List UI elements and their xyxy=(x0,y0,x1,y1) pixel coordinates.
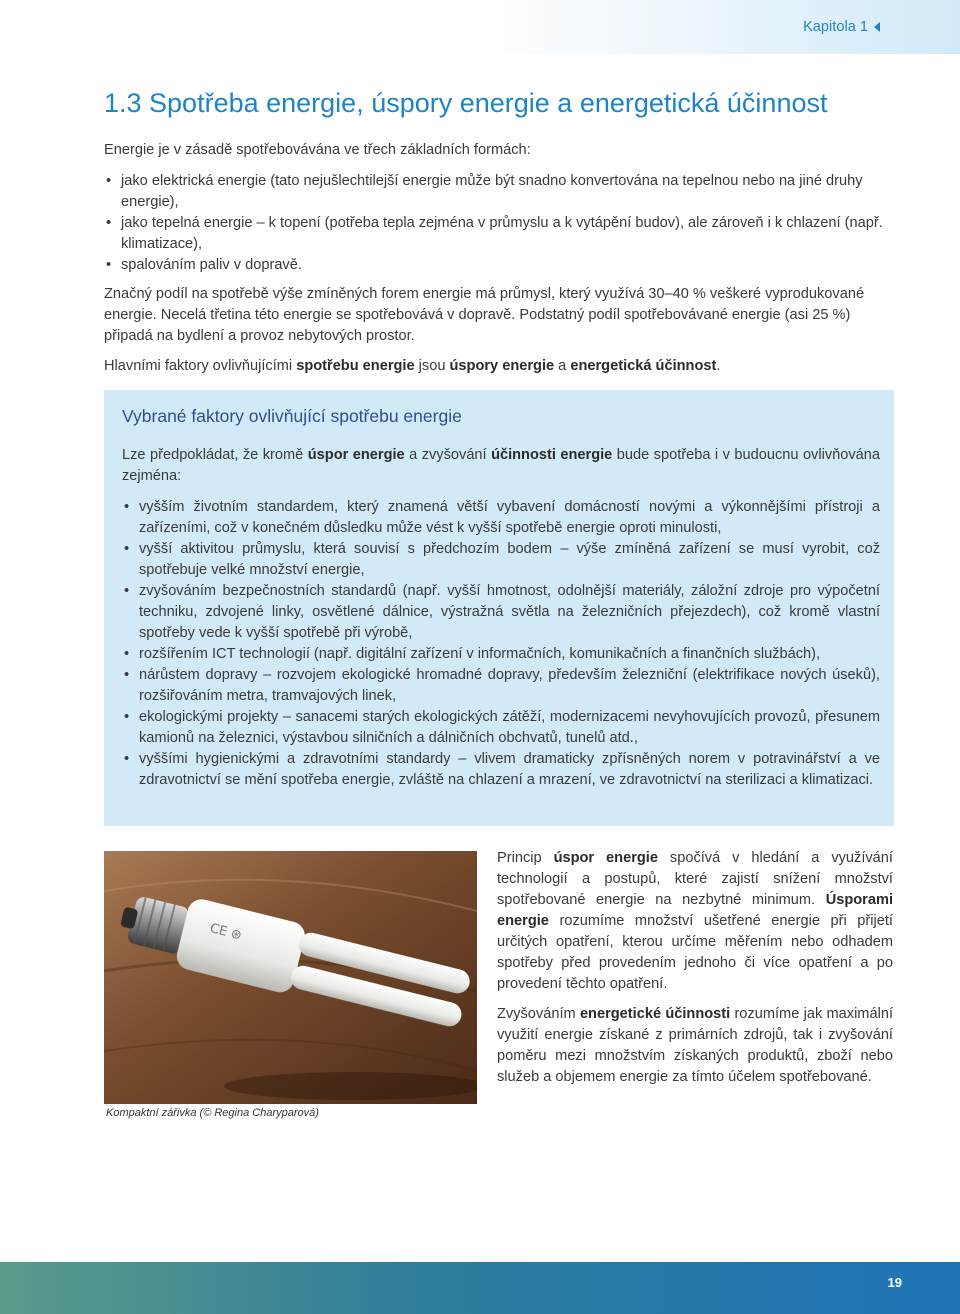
text-run: a zvyšování xyxy=(404,447,492,463)
text-run: . xyxy=(716,358,721,374)
section-title: 1.3 Spotřeba energie, úspory energie a energetická účinnost xyxy=(104,88,828,118)
chapter-label: Kapitola 1 xyxy=(803,18,868,35)
list-item: • rozšířením ICT technologií (např. digitální zařízení v informačních, komunikačních a finančních službách), xyxy=(122,644,880,665)
text-run: a xyxy=(554,358,571,374)
text-run: spočívá v hledání a využívání technologií a postupů, které zajistí snížení množství spotřebované energie na nezbytné minimum. xyxy=(497,850,893,908)
list-item: • zvyšováním bezpečnostních standardů (např. vyšší hmotnost, odolnější materiály, záložní zdroje pro výpočetní techniku, zdvojené linky, osvětlené dálnice, výstražná světla na železničních přejezdech), což kromě vlastní spotřeby vede k vyšší spotřebě při výrobě, xyxy=(122,581,880,644)
list-item: • vyšší aktivitou průmyslu, která souvisí s předchozím bodem – výše zmíněná zařízení se musí vyrobit, což spotřebuje velké množství energie, xyxy=(122,539,880,581)
list-item: • spalováním paliv v dopravě. xyxy=(104,255,894,276)
bold-term: úspor energie xyxy=(307,447,405,463)
paragraph-factors xyxy=(104,356,894,377)
bold-term: energetická účinnost xyxy=(570,358,717,374)
energy-forms-list xyxy=(104,171,894,276)
list-item: • jako elektrická energie (tato nejušlechtilejší energie může být snadno konvertována na tepelnou nebo na jiné druhy energie), xyxy=(104,171,894,213)
triangle-left-icon xyxy=(874,22,880,32)
list-item: • nárůstem dopravy – rozvojem ekologické hromadné dopravy, především železniční (elektrifikace nových úseků), rozšiřováním metra, tramvajových linek, xyxy=(122,665,880,707)
factors-list xyxy=(122,497,880,791)
text-run: Hlavními faktory ovlivňujícími xyxy=(104,358,297,374)
side-paragraph-savings xyxy=(497,848,893,995)
lead-text: Energie je v zásadě spotřebovávána ve třech základních formách: xyxy=(104,142,531,158)
text-run: rozumíme jak maximální využití energie získané z primárních zdrojů, tak i zvyšování poměru mezi množstvím získaných produktů, zboží nebo služeb a objemem energie za tímto účelem spotřebované. xyxy=(497,1006,893,1085)
side-paragraph-efficiency xyxy=(497,1004,893,1088)
text-run: Lze předpokládat, že kromě xyxy=(122,447,308,463)
bold-term: úspor energie xyxy=(553,850,658,866)
page-number: 19 xyxy=(887,1275,902,1290)
compact-fluorescent-lamp-image xyxy=(104,851,477,1104)
chapter-indicator[interactable] xyxy=(770,0,960,54)
text-run: jsou xyxy=(414,358,450,374)
figure-caption: Kompaktní zářivka (© Regina Charyparová) xyxy=(106,1107,319,1119)
text-run: rozumíme množství ušetřené energie při přijetí určitých opatření, kterou určíme měřením nebo odhadem spotřeby před provedením jednoho či více opatření a po provedení těchto opatření. xyxy=(497,913,893,992)
text-run: Princip xyxy=(497,850,554,866)
bold-term: energetické účinnosti xyxy=(579,1006,731,1022)
info-box-intro xyxy=(122,445,880,487)
lamp-photo xyxy=(104,851,477,1104)
list-item: • jako tepelná energie – k topení (potřeba tepla zejména v průmyslu a k vytápění budov), ale zároveň i k chlazení (např. klimatizace), xyxy=(104,213,894,255)
bold-term: úspory energie xyxy=(449,358,555,374)
bold-term: účinnosti energie xyxy=(491,447,613,463)
text-run: bude spotřeba i v budoucnu ovlivňována zejména: xyxy=(122,447,881,484)
paragraph-industry: Značný podíl na spotřebě výše zmíněných forem energie má průmysl, který využívá 30–40 % veškeré vyprodukované energie. Necelá třetina této energie se spotřebovává v dopravě. Podstatný podíl spotřebovávané energie (asi 25 %) připadá na bydlení a provoz nebytových prostor. xyxy=(104,286,865,344)
list-item: • vyššími hygienickými a zdravotními standardy – vlivem dramaticky zpřísněných norem v potravinářství a ve zdravotnictví se mění spotřeba energie, zvláště na chlazení a mrazení, ve zdravotnictví na sterilizaci a klimatizaci. xyxy=(122,749,880,791)
text-run: Zvyšováním xyxy=(497,1006,580,1022)
bold-term: Úsporami energie xyxy=(497,892,893,929)
info-box-heading: Vybrané faktory ovlivňující spotřebu energie xyxy=(122,406,462,426)
list-item: • ekologickými projekty – sanacemi starých ekologických zátěží, modernizacemi nevyhovujících provozů, přesunem kamionů na železnici, výstavbou silničních a dálničních obchvatů, tunelů atd., xyxy=(122,707,880,749)
footer-band xyxy=(0,1262,960,1314)
svg-text:CE ⊛: CE ⊛ xyxy=(208,921,244,944)
list-item: • vyšším životním standardem, který znamená větší vybavení domácností novými a výkonnějšími přístroji a zařízeními, což v konečném důsledku může vést k vyšší spotřebě energie oproti minulosti, xyxy=(122,497,880,539)
info-box xyxy=(104,390,894,826)
bold-term: spotřebu energie xyxy=(296,358,415,374)
